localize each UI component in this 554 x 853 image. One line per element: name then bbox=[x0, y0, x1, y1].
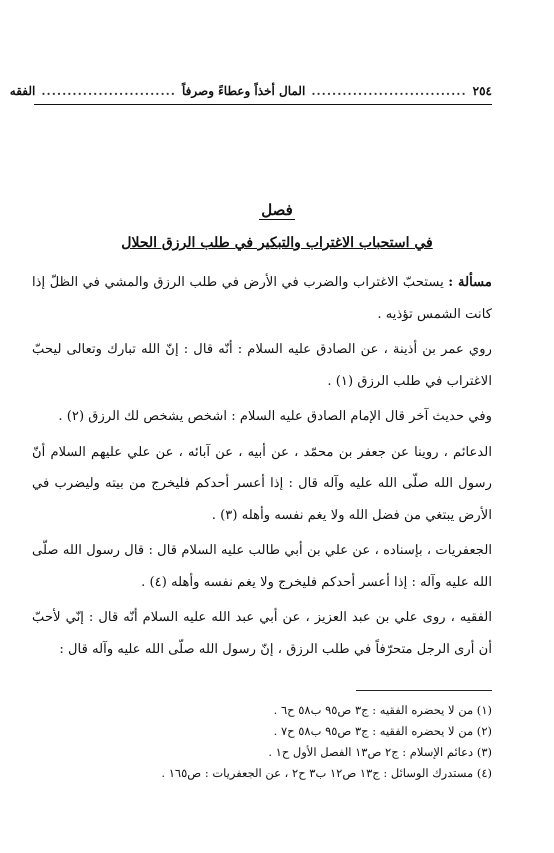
header-leader-dots-2: .......................... bbox=[41, 84, 176, 98]
paragraph-text: الجعفريات ، بإسناده ، عن علي بن أبي طالب عليه السلام قال : قال رسول الله صلّى الله عليه وآله : إذا أعسر أحدكم فليخرج ولا يغم نفسه وأهله (٤) . bbox=[32, 543, 492, 590]
running-header bbox=[9, 84, 492, 98]
chapter-heading-text: فصل bbox=[261, 201, 293, 219]
paragraph bbox=[32, 535, 492, 598]
paragraph-lead: مسألة : bbox=[448, 275, 492, 290]
section-heading: في استحباب الاغتراب والتبكير في طلب الرزق الحلال bbox=[121, 235, 433, 251]
running-book-title: الفقه bbox=[9, 84, 36, 98]
footnote: (٢) من لا يحضره الفقيه : ج٣ ص٩٥ ب٥٨ ح٧ . bbox=[273, 724, 492, 738]
footnote: (٣) دعائم الإسلام : ج٢ ص١٣ الفصل الأول ح١ . bbox=[268, 745, 492, 759]
chapter-heading bbox=[0, 201, 554, 219]
paragraph-text: يستحبّ الاغتراب والضرب في الأرض في طلب الرزق والمشي في الظلّ إذا كانت الشمس تؤذيه . bbox=[32, 275, 492, 322]
paragraph bbox=[32, 401, 492, 433]
paragraph bbox=[32, 437, 492, 532]
paragraph-text: روي عمر بن أذينة ، عن الصادق عليه السلام : أنّه قال : إنّ الله تبارك وتعالى ليحبّ الاغتراب في طلب الرزق (١) . bbox=[32, 342, 492, 389]
paragraph-text: الفقيه ، روى علي بن عبد العزيز ، عن أبي عبد الله عليه السلام أنّه قال : إنّي لأحبّ أن أرى الرجل متحرّفاً في طلب الرزق ، إنّ رسول الله صلّى الله عليه وآله قال : bbox=[32, 610, 492, 657]
running-chapter-title: المال أخذاً وعطاءً وصرفاً bbox=[181, 84, 306, 98]
page-number: ٢٥٤ bbox=[472, 84, 492, 98]
header-divider bbox=[34, 104, 492, 105]
body-text bbox=[32, 267, 492, 669]
header-leader-dots-1: .............................. bbox=[311, 84, 467, 98]
paragraph bbox=[32, 602, 492, 665]
footnotes bbox=[34, 700, 492, 784]
paragraph-text: الدعائم ، روينا عن جعفر بن محمّد ، عن أبيه ، عن آبائه ، عن علي عليهم السلام أنّ رسول الله صلّى الله عليه وآله قال : إذا أعسر أحدكم فليخرج من بيته وليضرب في الأرض يبتغي من فضل الله ولا يغم نفسه وأهله (٣) . bbox=[32, 444, 492, 523]
paragraph bbox=[32, 334, 492, 397]
footnote-divider bbox=[356, 690, 492, 691]
paragraph-text: وفي حديث آخر قال الإمام الصادق عليه السلام : اشخص يشخص لك الرزق (٢) . bbox=[58, 409, 492, 424]
footnote: (١) من لا يحضره الفقيه : ج٣ ص٩٥ ب٥٨ ح٦ . bbox=[273, 703, 492, 717]
paragraph bbox=[32, 267, 492, 330]
footnote: (٤) مستدرك الوسائل : ج١٣ ص١٢ ب٣ ح٢ ، عن الجعفريات : ص١٦٥ . bbox=[161, 766, 492, 780]
